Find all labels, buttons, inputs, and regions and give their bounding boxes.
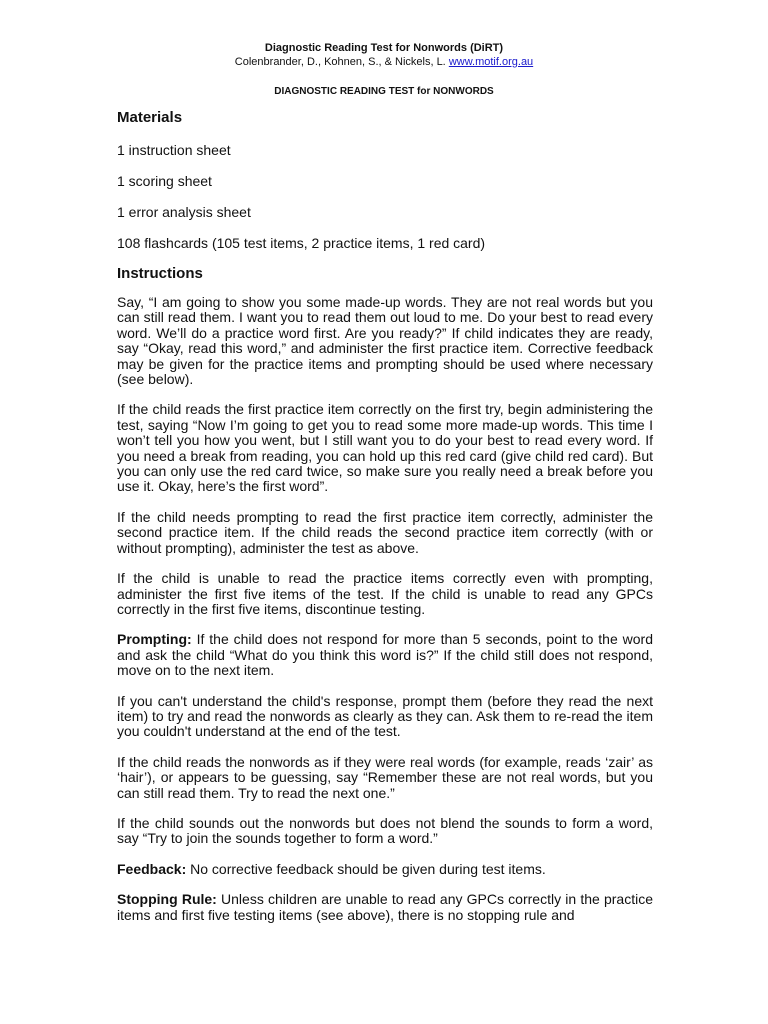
- header-authors-text: Colenbrander, D., Kohnen, S., & Nickels, L.: [234, 56, 446, 68]
- prompting-text: If the child does not respond for more than 5 seconds, point to the word and ask the child “What do you think this word is?” If the child still does not respond, move on to the next item.: [117, 631, 653, 679]
- materials-item: 1 instruction sheet: [117, 142, 231, 158]
- instructions-heading: Instructions: [117, 265, 203, 282]
- instruction-paragraph: If you can't understand the child's response, prompt them (before they read the next item) to try and read the nonwords as clearly as they can. Ask them to re-read the item you couldn't understand at the end of the test.: [117, 692, 653, 740]
- materials-item: 108 flashcards (105 test items, 2 practice items, 1 red card): [117, 235, 486, 251]
- materials-heading: Materials: [117, 109, 183, 126]
- materials-item: 1 scoring sheet: [117, 173, 212, 189]
- instruction-paragraph: If the child needs prompting to read the first practice item correctly, administer the second practice item. If the child reads the second practice item correctly (with or without prompting), administer the test as above.: [117, 508, 653, 556]
- document-title: DIAGNOSTIC READING TEST for NONWORDS: [274, 86, 494, 97]
- prompting-label: Prompting:: [117, 631, 192, 648]
- stopping-rule-paragraph: [117, 892, 653, 923]
- header-title: Diagnostic Reading Test for Nonwords (DiRT): [264, 42, 504, 54]
- header-authors: [0, 55, 768, 69]
- website-link[interactable]: www.motif.org.au: [448, 56, 534, 68]
- instruction-paragraph: If the child is unable to read the practice items correctly even with prompting, administer the first five items of the test. If the child is unable to read any GPCs correctly in the first five items, discontinue testing.: [117, 570, 653, 617]
- feedback-label: Feedback:: [117, 860, 187, 877]
- page-header: [0, 42, 768, 69]
- materials-item: 1 error analysis sheet: [117, 204, 251, 220]
- instruction-paragraph: If the child reads the nonwords as if they were real words (for example, reads ‘zair’ as ‘hair’), or appears to be guessing, say “Remember these are not real words, but you can still read them. Try to read the next one.”: [117, 753, 653, 801]
- stopping-rule-label: Stopping Rule:: [117, 891, 217, 908]
- instruction-paragraph: If the child sounds out the nonwords but does not blend the sounds to form a word, say “Try to join the sounds together to form a word.”: [117, 814, 653, 847]
- instruction-paragraph: If the child reads the first practice item correctly on the first try, begin administering the test, saying “Now I’m going to get you to read some more made-up words. This time I won’t tell you how you went, but I still want you to do your best to read every word. If you need a break from reading, you can hold up this red card (give child red card). But you can only use the red card twice, so make sure you really need a break before you use it. Okay, here’s the first word”.: [117, 401, 653, 495]
- stopping-rule-text: Unless children are unable to read any GPCs correctly in the practice items and first five testing items (see above), there is no stopping rule and: [117, 891, 654, 923]
- feedback-text: No corrective feedback should be given during test items.: [186, 860, 546, 877]
- prompting-paragraph: [117, 632, 653, 678]
- document-body: [117, 108, 653, 923]
- instruction-paragraph: Say, “I am going to show you some made-up words. They are not real words but you can still read them. I want you to read them out loud to me. Do your best to read every word. We’ll do a practice word first. Are you ready?” If child indicates they are ready, say “Okay, read this word,” and administer the first practice item. Corrective feedback may be given for the practice items and prompting should be used where necessary (see below).: [117, 294, 653, 388]
- feedback-paragraph: [117, 862, 653, 877]
